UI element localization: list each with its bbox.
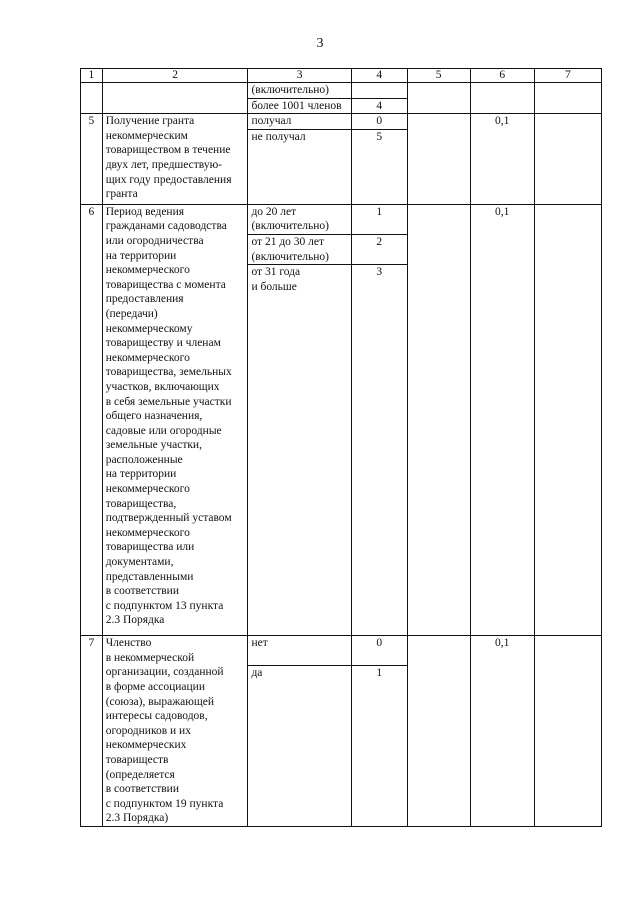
empty-cell	[407, 204, 470, 635]
column-header: 4	[351, 69, 407, 83]
option-score: 3	[351, 265, 407, 636]
criteria-table	[80, 68, 602, 827]
table-row	[81, 114, 602, 130]
weight-value: 0,1	[470, 636, 534, 827]
option-score: 5	[351, 129, 407, 204]
option-score: 1	[351, 665, 407, 826]
column-header: 5	[407, 69, 470, 83]
option-text: да	[248, 665, 351, 826]
option-score: 1	[351, 204, 407, 234]
option-text: от 31 года и больше	[248, 265, 351, 636]
column-header: 3	[248, 69, 351, 83]
empty-cell	[407, 83, 470, 114]
option-text: от 21 до 30 лет (включительно)	[248, 234, 351, 264]
option-score: 4	[351, 98, 407, 114]
empty-cell	[534, 83, 601, 114]
criterion-text: Получение гранта некоммерческим товариществом в течение двух лет, предшествую- щих году предоставления гранта	[102, 114, 248, 205]
empty-cell	[407, 114, 470, 205]
weight-value: 0,1	[470, 204, 534, 635]
option-text: более 1001 членов	[248, 98, 351, 114]
criterion-text: Период ведения гражданами садоводства или огородничества на территории некоммерческого товарищества с момента предоставления (передачи) некоммерческому товариществу и членам некоммерческого товарищества, земельных участков, включающих в себя земельные участки общего назначения, садовые или огородные земельные участки, расположенные на территории некоммерческого товарищества, подтвержденный уставом некоммерческого товарищества или документами, представленными в соответствии с подпунктом 13 пункта 2.3 Порядка	[102, 204, 248, 635]
empty-cell	[534, 204, 601, 635]
empty-cell	[534, 114, 601, 205]
table-row	[81, 204, 602, 234]
row-number	[81, 83, 103, 114]
row-number: 6	[81, 204, 103, 635]
option-text: получал	[248, 114, 351, 130]
option-text: (включительно)	[248, 83, 351, 99]
option-score: 2	[351, 234, 407, 264]
option-text: нет	[248, 636, 351, 666]
empty-cell	[534, 636, 601, 827]
option-text: не получал	[248, 129, 351, 204]
table-header-row	[81, 69, 602, 83]
option-text: до 20 лет (включительно)	[248, 204, 351, 234]
table-row	[81, 83, 602, 99]
column-header: 6	[470, 69, 534, 83]
column-header: 1	[81, 69, 103, 83]
column-header: 7	[534, 69, 601, 83]
weight-value: 0,1	[470, 114, 534, 205]
option-score: 0	[351, 636, 407, 666]
option-score	[351, 83, 407, 99]
table-row	[81, 636, 602, 666]
criterion-text	[102, 83, 248, 114]
option-score: 0	[351, 114, 407, 130]
page-number: 3	[316, 36, 324, 51]
weight-value	[470, 83, 534, 114]
criterion-text: Членство в некоммерческой организации, созданной в форме ассоциации (союза), выражающей интересы садоводов, огородников и их некоммерческих товариществ (определяется в соответствии с подпунктом 19 пункта 2.3 Порядка)	[102, 636, 248, 827]
column-header: 2	[102, 69, 248, 83]
empty-cell	[407, 636, 470, 827]
row-number: 5	[81, 114, 103, 205]
row-number: 7	[81, 636, 103, 827]
